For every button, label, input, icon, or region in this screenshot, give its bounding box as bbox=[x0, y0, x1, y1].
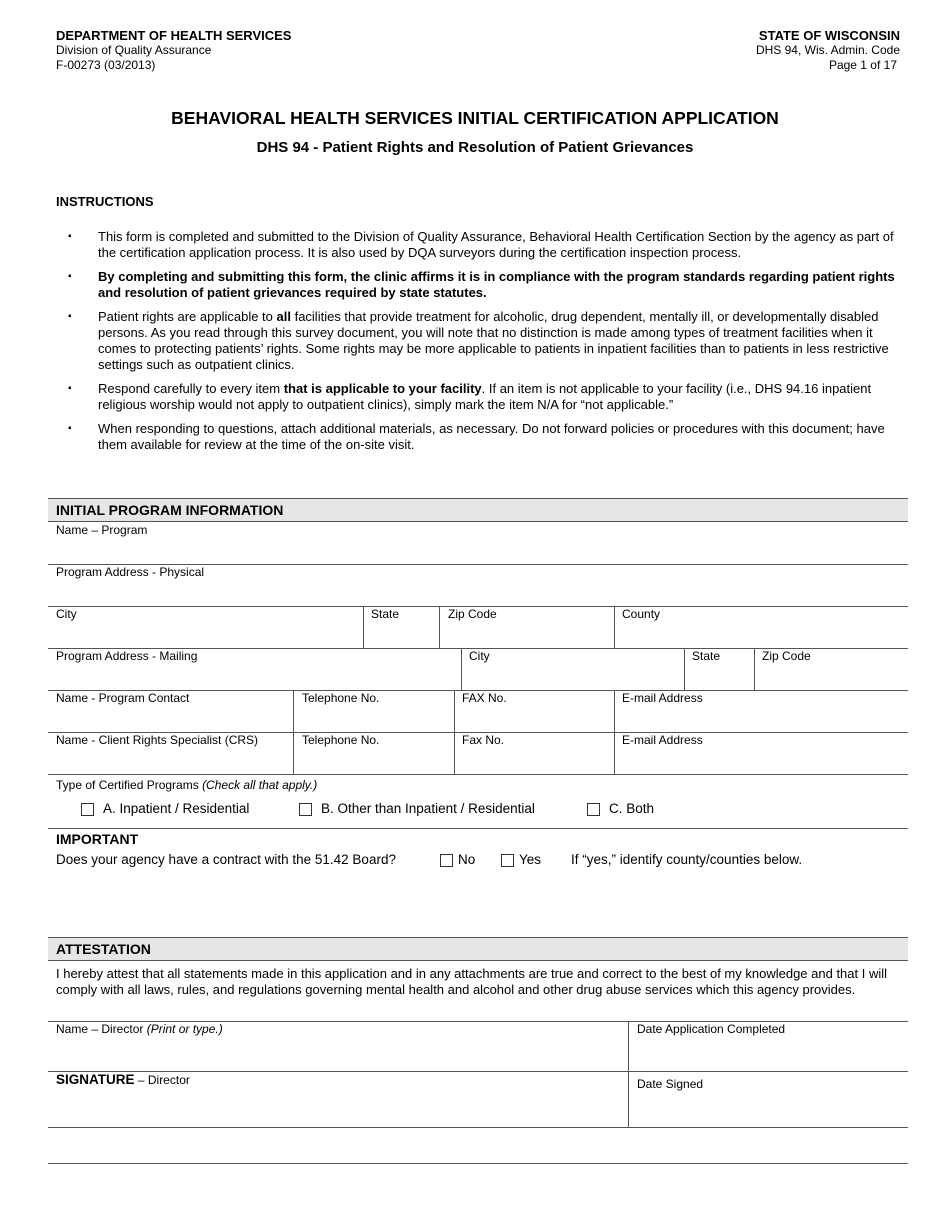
mailing-state-field[interactable] bbox=[685, 664, 753, 690]
signature-label bbox=[56, 1072, 190, 1087]
signature-field[interactable] bbox=[48, 1090, 627, 1127]
instructions-list bbox=[68, 229, 904, 461]
inpatient-checkbox[interactable] bbox=[81, 803, 94, 816]
both-option-label: C. Both bbox=[609, 801, 655, 816]
contract-yes-label: Yes bbox=[519, 852, 542, 867]
city-label: City bbox=[56, 607, 77, 621]
zip-field[interactable] bbox=[440, 622, 613, 648]
inpatient-option-label: A. Inpatient / Residential bbox=[103, 801, 250, 816]
date-completed-field[interactable] bbox=[629, 1038, 908, 1071]
crs-telephone-label: Telephone No. bbox=[302, 733, 380, 747]
address-physical-field[interactable] bbox=[48, 580, 908, 606]
divider bbox=[48, 774, 908, 775]
bullet-icon: ▪ bbox=[68, 383, 72, 394]
director-name-hint: (Print or type.) bbox=[146, 1022, 223, 1036]
instruction-text: facilities that provide treatment for alcoholic, drug dependent, mentally ill, or developmentally disabled persons. As you read through this survey document, you will note that no distinction is made among types of treatment facilities when it comes to protecting patients’ rights. Some rights may be more applicable to patients in inpatient facilities than to patients in less restrictive settings such as outpatient clinics. bbox=[98, 309, 889, 372]
mailing-city-field[interactable] bbox=[462, 664, 683, 690]
instruction-text: By completing and submitting this form, the clinic affirms it is in compliance with the program standards regarding patient rights and resolution of patient grievances required by state statutes. bbox=[98, 269, 895, 300]
telephone-label: Telephone No. bbox=[302, 691, 380, 705]
director-name-text: Name – Director bbox=[56, 1022, 147, 1036]
instruction-emphasis: all bbox=[276, 309, 291, 324]
attestation-header bbox=[48, 937, 908, 961]
form-number: F-00273 (03/2013) bbox=[56, 58, 156, 72]
program-type-hint: (Check all that apply.) bbox=[202, 778, 318, 792]
other-than-inpatient-option-label: B. Other than Inpatient / Residential bbox=[321, 801, 535, 816]
address-mailing-label: Program Address - Mailing bbox=[56, 649, 198, 663]
mailing-zip-field[interactable] bbox=[755, 664, 908, 690]
both-checkbox[interactable] bbox=[587, 803, 600, 816]
email-field[interactable] bbox=[615, 706, 908, 732]
bullet-icon: ▪ bbox=[68, 423, 72, 434]
state-label: State bbox=[371, 607, 400, 621]
fax-field[interactable] bbox=[455, 706, 613, 732]
instruction-item bbox=[68, 421, 904, 453]
instruction-text: . If an item is not applicable to your facility (i.e., DHS 94.16 inpatient religious worship would not apply to outpatient clinics), simply mark the item N/A for “not applicable.” bbox=[98, 381, 872, 412]
important-heading: IMPORTANT bbox=[56, 831, 139, 847]
signature-bold: SIGNATURE bbox=[56, 1072, 135, 1087]
instruction-item bbox=[68, 309, 904, 373]
address-mailing-field[interactable] bbox=[48, 664, 460, 690]
fax-label: FAX No. bbox=[462, 691, 507, 705]
telephone-field[interactable] bbox=[294, 706, 453, 732]
counties-field[interactable] bbox=[48, 872, 908, 934]
attestation-text: I hereby attest that all statements made in this application and in any attachments are true and correct to the best of my knowledge and that I will comply with all laws, rules, and regulations governing mental health and alcohol and other drug abuse services which this agency provides. bbox=[56, 966, 888, 997]
crs-fax-field[interactable] bbox=[455, 748, 613, 774]
document-title: BEHAVIORAL HEALTH SERVICES INITIAL CERTIFICATION APPLICATION bbox=[171, 108, 779, 128]
city-field[interactable] bbox=[48, 622, 362, 648]
mailing-zip-label: Zip Code bbox=[762, 649, 811, 663]
county-label: County bbox=[622, 607, 661, 621]
header-left bbox=[56, 28, 291, 73]
contract-yes-checkbox[interactable] bbox=[501, 854, 514, 867]
program-contact-label: Name - Program Contact bbox=[56, 691, 190, 705]
bullet-icon: ▪ bbox=[68, 311, 72, 322]
email-label: E-mail Address bbox=[622, 691, 703, 705]
county-field[interactable] bbox=[615, 622, 908, 648]
instruction-item bbox=[68, 381, 904, 413]
other-than-inpatient-checkbox[interactable] bbox=[299, 803, 312, 816]
document-subtitle: DHS 94 - Patient Rights and Resolution of Patient Grievances bbox=[256, 139, 694, 156]
instruction-text: When responding to questions, attach additional materials, as necessary. Do not forward policies or procedures with this document; have them available for review at the time of the on-site visit. bbox=[98, 421, 885, 452]
instruction-text: This form is completed and submitted to the Division of Quality Assurance, Behavioral Health Certification Section by the agency as part of the certification application process. It is also used by DQA surveyors during the certification inspection process. bbox=[98, 229, 894, 260]
state-name: STATE OF WISCONSIN bbox=[758, 28, 900, 43]
crs-email-label: E-mail Address bbox=[622, 733, 703, 747]
signature-suffix: – Director bbox=[134, 1073, 190, 1087]
date-completed-label: Date Application Completed bbox=[637, 1022, 786, 1036]
bullet-icon: ▪ bbox=[68, 231, 72, 242]
program-type-label bbox=[56, 778, 317, 792]
county-note: If “yes,” identify county/counties below. bbox=[571, 852, 803, 867]
admin-code: DHS 94, Wis. Admin. Code bbox=[755, 43, 900, 57]
initial-program-info-header bbox=[48, 498, 908, 522]
address-physical-label: Program Address - Physical bbox=[56, 565, 205, 579]
director-name-field[interactable] bbox=[48, 1038, 627, 1071]
name-program-field[interactable] bbox=[48, 538, 908, 564]
bullet-icon: ▪ bbox=[68, 271, 72, 282]
crs-name-field[interactable] bbox=[48, 748, 292, 774]
department-name: DEPARTMENT OF HEALTH SERVICES bbox=[56, 28, 292, 43]
divider bbox=[48, 828, 908, 829]
director-name-label bbox=[56, 1022, 223, 1036]
instruction-emphasis: that is applicable to your facility bbox=[283, 381, 482, 396]
contract-no-label: No bbox=[458, 852, 476, 867]
instruction-item bbox=[68, 269, 904, 301]
divider bbox=[48, 1127, 908, 1128]
header-right bbox=[756, 28, 900, 73]
mailing-city-label: City bbox=[469, 649, 490, 663]
instruction-text: Respond carefully to every item bbox=[98, 381, 284, 396]
section-title: INITIAL PROGRAM INFORMATION bbox=[56, 502, 284, 518]
instruction-text: Patient rights are applicable to bbox=[98, 309, 277, 324]
crs-email-field[interactable] bbox=[615, 748, 908, 774]
program-type-text: Type of Certified Programs bbox=[56, 778, 203, 792]
crs-fax-label: Fax No. bbox=[462, 733, 505, 747]
zip-label: Zip Code bbox=[448, 607, 497, 621]
board-contract-question: Does your agency have a contract with the 51.42 Board? bbox=[56, 852, 396, 867]
contract-no-checkbox[interactable] bbox=[440, 854, 453, 867]
section-title: ATTESTATION bbox=[56, 941, 151, 957]
mailing-state-label: State bbox=[692, 649, 721, 663]
crs-telephone-field[interactable] bbox=[294, 748, 453, 774]
division-name: Division of Quality Assurance bbox=[56, 43, 212, 57]
name-program-label: Name – Program bbox=[56, 523, 148, 537]
page-number: Page 1 of 17 bbox=[828, 58, 897, 72]
program-contact-field[interactable] bbox=[48, 706, 292, 732]
footer-divider bbox=[48, 1163, 908, 1164]
instructions-heading: INSTRUCTIONS bbox=[56, 194, 154, 209]
state-field[interactable] bbox=[364, 622, 438, 648]
date-signed-label: Date Signed bbox=[637, 1077, 704, 1091]
crs-label: Name - Client Rights Specialist (CRS) bbox=[56, 733, 259, 747]
instruction-item bbox=[68, 229, 904, 261]
date-signed-field[interactable] bbox=[629, 1093, 908, 1127]
